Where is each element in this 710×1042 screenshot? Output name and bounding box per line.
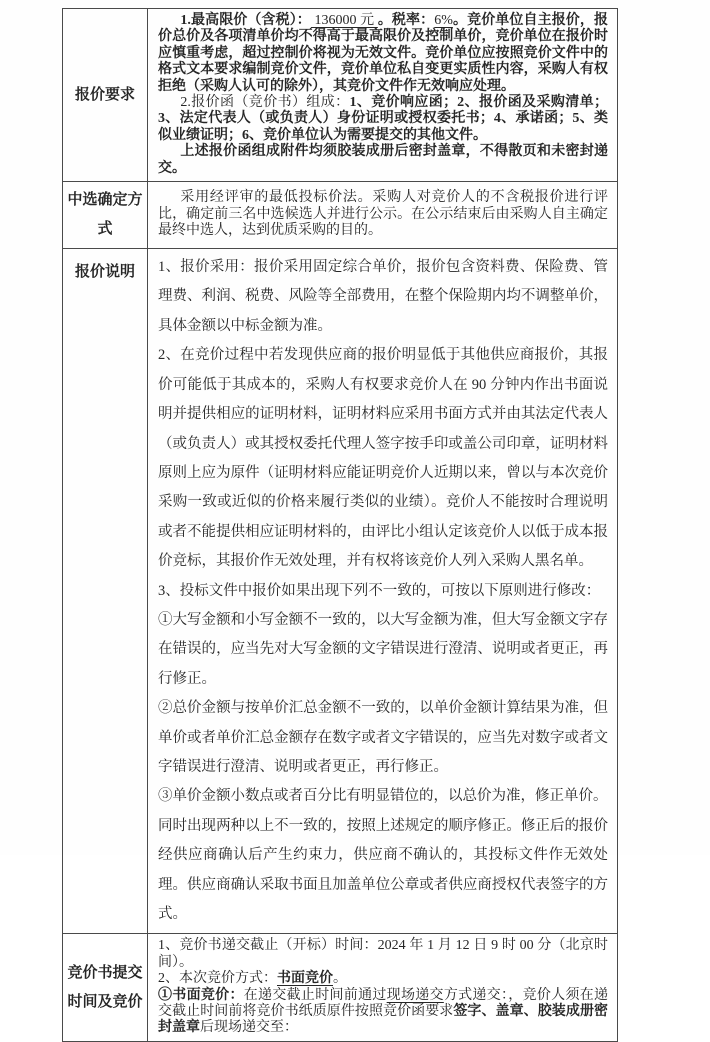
text-segment: 1、报价采用：报价采用固定综合单价，报价包含资料费、保险费、管理费、利润、税费、风险等全部费用，在整个保险期内均不调整单价，具体金额以中标金额为准。 (158, 259, 608, 334)
paragraph (158, 190, 608, 239)
text-segment: 同时出现两种以上不一致的，按照上述规定的顺序修正。修正后的报价经供应商确认后产生约束力，供应商不确认的，其投标文件作无效处理。供应商确认采取书面且加盖单位公章或者供应商授权代表签字的方式。 (158, 817, 608, 922)
paragraph (158, 938, 608, 971)
row-content (148, 9, 618, 182)
text-segment: 。竞价单位自主报价，报价总价及各项清单价均不得高于最高限价及控制单价，竞价单位在报价时应慎重考虑，超过控制价将视为无效文件。竞价单位应按照竞价文件中的格式文本要求编制竞价文件，竞价单位私自变更实质性内容，采购人有权拒绝（采购人认可的除外），其竞价文件作无效响应处理。 (158, 13, 609, 94)
paragraph (158, 577, 608, 606)
text-segment: 2.报价函（竞价书）组成： (180, 95, 350, 111)
text-segment: 后现场递交至： (200, 1020, 298, 1036)
row-label (63, 934, 148, 1041)
text-segment: 1、竞价响应函；2、报价函及采购清单；3、法定代表人（或负责人）身份证明或授权委托书；4、承诺函；5、类似业绩证明；6、竞价单位认为需要提交的其他文件。 (158, 95, 609, 143)
text-segment: 。税率： (377, 13, 435, 28)
text-segment: 现场递交 (386, 987, 444, 1003)
row-content (148, 249, 618, 934)
text-segment: ①书面竞价： (158, 987, 244, 1003)
paragraph (158, 606, 608, 694)
row-label-line: 报价说明 (74, 264, 135, 281)
quotation-table-body (63, 9, 618, 1042)
text-segment: 。 (333, 971, 347, 987)
text-segment: ③单价金额小数点或者百分比有明显错位的，以总价为准，修正单价。 (158, 788, 608, 805)
paragraph (158, 253, 608, 341)
quotation-requirements-table (62, 8, 618, 1042)
paragraph (158, 13, 608, 95)
paragraph (158, 988, 608, 1037)
row-label (63, 182, 148, 249)
text-segment: 上述报价函组成附件均须胶装成册后密封盖章，不得散页和未密封递交。 (158, 144, 608, 176)
text-segment: 136000 元 (310, 13, 378, 28)
text-segment: 6% (434, 13, 453, 28)
text-segment: ①大写金额和小写金额不一致的，以大写金额为准，但大写金额文字存在错误的，应当先对大写金额的文字错误进行澄清、说明或者更正，再行修正。 (158, 611, 608, 687)
row-label (63, 249, 148, 934)
row-content (148, 934, 618, 1041)
row-label-line: 竞价书提交 (67, 964, 143, 981)
paragraph (158, 144, 608, 177)
paragraph (158, 812, 608, 930)
row-label (63, 9, 148, 182)
text-segment: 签字、盖章、胶装成册密封盖章 (158, 1004, 609, 1036)
text-segment: 1.最高限价（含税）： (180, 13, 311, 28)
paragraph (158, 971, 608, 987)
paragraph (158, 782, 608, 811)
text-segment: 在递交截止时间前通过 (243, 987, 387, 1003)
text-segment: ②总价金额与按单价汇总金额不一致的，以单价金额计算结果为准，但单价或者单价汇总金额存在数字或者文字错误的，应当先对数字或者文字错误进行澄清、说明或者更正，再行修正。 (158, 700, 608, 775)
text-segment: 1、竞价书递交截止（开标）时间：2024 年 1 月 12 日 9 时 00 分（北京时间）。 (158, 938, 608, 970)
text-segment: 方式递交：，竞价人须在递交截止时间前将竞价书纸质原件按照竞价函要求 (158, 987, 609, 1020)
paragraph (158, 694, 608, 782)
table-row (63, 934, 618, 1041)
row-label-line: 时间及竞价 (67, 993, 143, 1010)
text-segment: 采用经评审的最低投标价法。采购人对竞价人的不含税报价进行评比，确定前三名中选候选人并进行公示。在公示结束后由采购人自主确定最终中选人，达到优质采购的目的。 (158, 190, 608, 239)
text-segment: 书面竞价 (277, 971, 333, 987)
table-row (63, 182, 618, 249)
text-segment: 2、在竞价过程中若发现供应商的报价明显低于其他供应商报价，其报价可能低于其成本的，采购人有权要求竞价人在 90 分钟内作出书面说明并提供相应的证明材料，证明材料应采用书面方式并由其法定代表人（或负责人）或其授权委托代理人签字按手印或盖公司印章，证明材料原则上应为原件（证明材料应能证明竞价人近期以来，曾以与本次竞价采购一致或近似的价格来履行类似的业绩）。竞价人不能按时合理说明或者不能提供相应证明材料的，由评比小组认定该竞价人以低于成本报价竞标，其报价作无效处理，并有权将该竞价人列入采购人黑名单。 (158, 347, 608, 570)
paragraph (158, 95, 608, 144)
row-content (148, 182, 618, 249)
table-row (63, 249, 618, 934)
paragraph (158, 341, 608, 576)
table-row (63, 9, 618, 182)
row-label-line: 式 (97, 221, 113, 238)
row-label-line: 中选确定方 (67, 192, 143, 209)
text-segment: 3、投标文件中报价如果出现下列不一致的，可按以下原则进行修改： (158, 582, 601, 599)
text-segment: 2、本次竞价方式： (158, 971, 277, 987)
row-label-line: 报价要求 (74, 86, 135, 103)
